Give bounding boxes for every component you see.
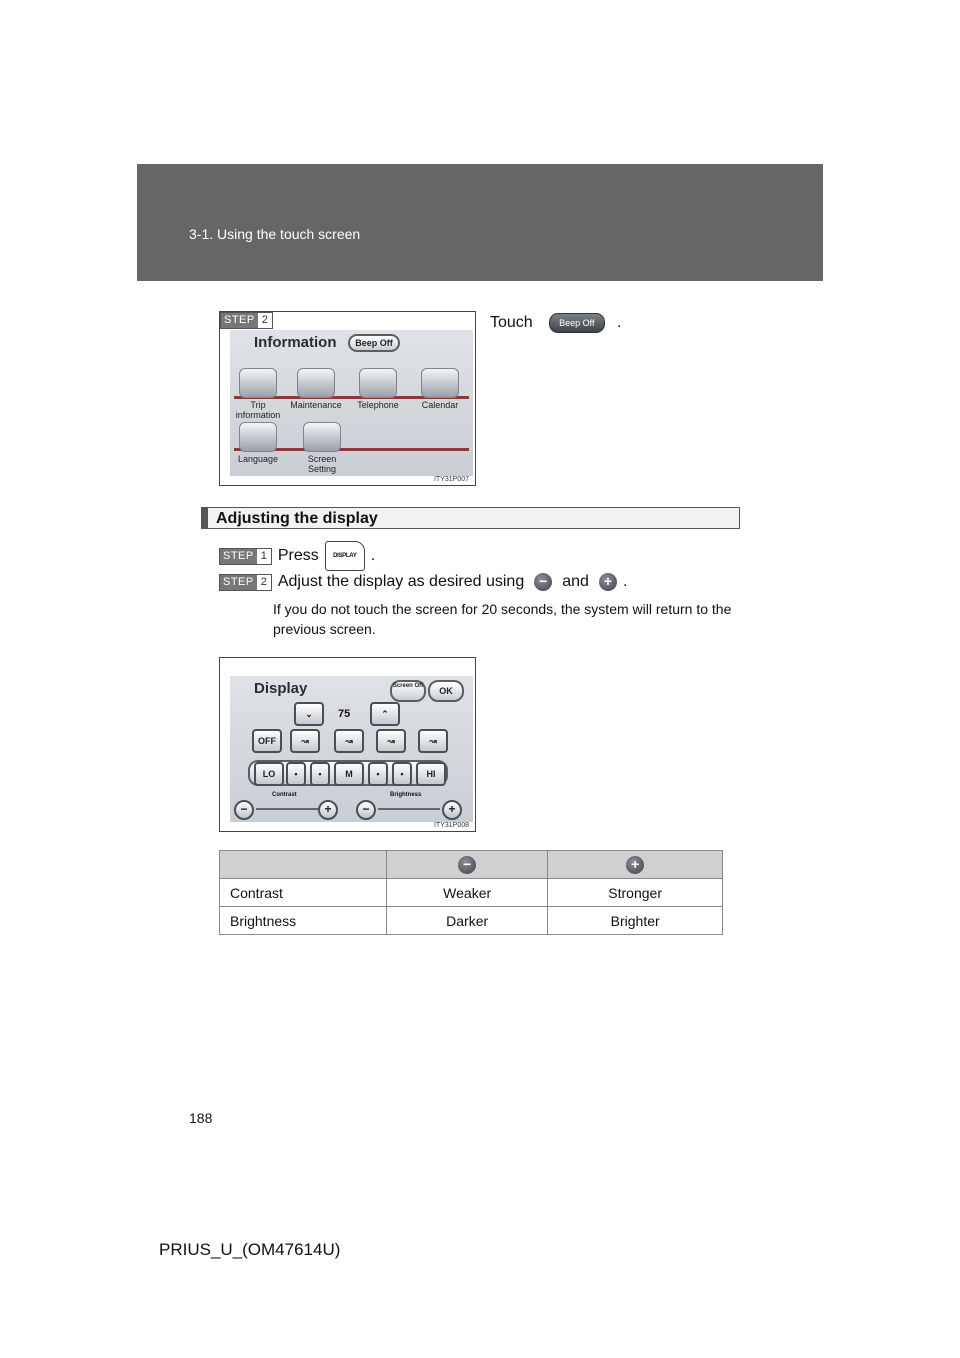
adjust-table (219, 850, 723, 935)
calendar-icon (421, 368, 459, 398)
screen-title: Information (254, 334, 337, 351)
minus-icon: − (458, 856, 476, 874)
brightness-minus-button[interactable]: − (356, 800, 376, 820)
figure-code: ITY31P008 (433, 822, 469, 829)
page-number: 188 (189, 1110, 213, 1126)
tile-telephone[interactable]: Telephone (354, 368, 402, 410)
tile-maintenance[interactable]: Maintenance (290, 368, 342, 410)
table-row (220, 879, 723, 907)
display-screenshot (219, 657, 476, 832)
contrast-label: Contrast (272, 792, 297, 798)
brightness-scale (378, 808, 440, 810)
wrench-icon (297, 368, 335, 398)
beep-off-button[interactable]: Beep Off (348, 334, 400, 352)
contrast-minus-button[interactable]: − (234, 800, 254, 820)
display-key-icon: DISPLAY (325, 541, 365, 571)
airflow-mode-2-icon[interactable]: ↝ (334, 729, 364, 753)
airflow-mode-1-icon[interactable]: ↝ (290, 729, 320, 753)
touch-instruction: Touch Beep Off . (490, 314, 622, 332)
section-heading: Adjusting the display (201, 507, 740, 529)
table-header-cell (220, 851, 387, 879)
fan-hi-button[interactable]: HI (416, 762, 446, 786)
information-screenshot (219, 311, 476, 486)
fan-step-button[interactable]: ▪ (392, 762, 412, 786)
plus-icon: + (599, 573, 617, 591)
tile-calendar[interactable]: Calendar (416, 368, 464, 410)
screen-off-button[interactable]: Screen Off (390, 680, 426, 702)
figure-code: ITY31P007 (433, 476, 469, 483)
fan-step-button[interactable]: ▪ (286, 762, 306, 786)
fan-m-button[interactable]: M (334, 762, 364, 786)
plus-effect: Stronger (548, 879, 723, 907)
contrast-scale (256, 808, 318, 810)
tile-screen-setting[interactable]: Screen Setting (298, 422, 346, 474)
minus-effect: Weaker (387, 879, 548, 907)
fan-lo-button[interactable]: LO (254, 762, 284, 786)
row-label: Contrast (220, 879, 387, 907)
minus-icon: − (534, 573, 552, 591)
book-icon (239, 422, 277, 452)
screen-title: Display (254, 680, 308, 697)
fan-step-button[interactable]: ▪ (310, 762, 330, 786)
tile-trip-information[interactable]: Trip information (234, 368, 282, 420)
table-header-cell (548, 851, 723, 879)
table-header-cell (387, 851, 548, 879)
tire-icon (239, 368, 277, 398)
ac-off-button[interactable]: OFF (252, 729, 282, 753)
step-1-row: STEP 1 Press DISPLAY . (219, 541, 375, 571)
document-code: PRIUS_U_(OM47614U) (159, 1240, 341, 1259)
minus-effect: Darker (387, 907, 548, 935)
plus-icon: + (626, 856, 644, 874)
airflow-mode-4-icon[interactable]: ↝ (418, 729, 448, 753)
contrast-plus-button[interactable]: + (318, 800, 338, 820)
phone-icon (359, 368, 397, 398)
display-screen (230, 676, 473, 822)
tile-language[interactable]: Language (234, 422, 282, 464)
fan-step-button[interactable]: ▪ (368, 762, 388, 786)
information-screen (230, 330, 473, 476)
section-title: 3-1. Using the touch screen (189, 226, 361, 242)
step-tag: STEP 1 (219, 548, 272, 565)
screen-setting-icon (303, 422, 341, 452)
beep-off-button-ref: Beep Off (549, 313, 604, 333)
temperature-value: 75 (338, 708, 351, 720)
brightness-plus-button[interactable]: + (442, 800, 462, 820)
row-label: Brightness (220, 907, 387, 935)
table-row (220, 907, 723, 935)
temp-down-button[interactable]: ⌄ (294, 702, 324, 726)
plus-effect: Brighter (548, 907, 723, 935)
temp-up-button[interactable]: ⌃ (370, 702, 400, 726)
chapter-header (137, 164, 823, 281)
table-header-row (220, 851, 723, 879)
step-tag: STEP 2 (219, 574, 272, 591)
brightness-label: Brightness (390, 792, 422, 798)
timeout-note: If you do not touch the screen for 20 seconds, the system will return to the previous screen. (273, 601, 732, 637)
ok-button[interactable]: OK (428, 680, 464, 702)
step-tag: STEP 2 (220, 312, 273, 329)
airflow-mode-3-icon[interactable]: ↝ (376, 729, 406, 753)
step-2-row: STEP 2 Adjust the display as desired using − and + . (219, 573, 627, 591)
